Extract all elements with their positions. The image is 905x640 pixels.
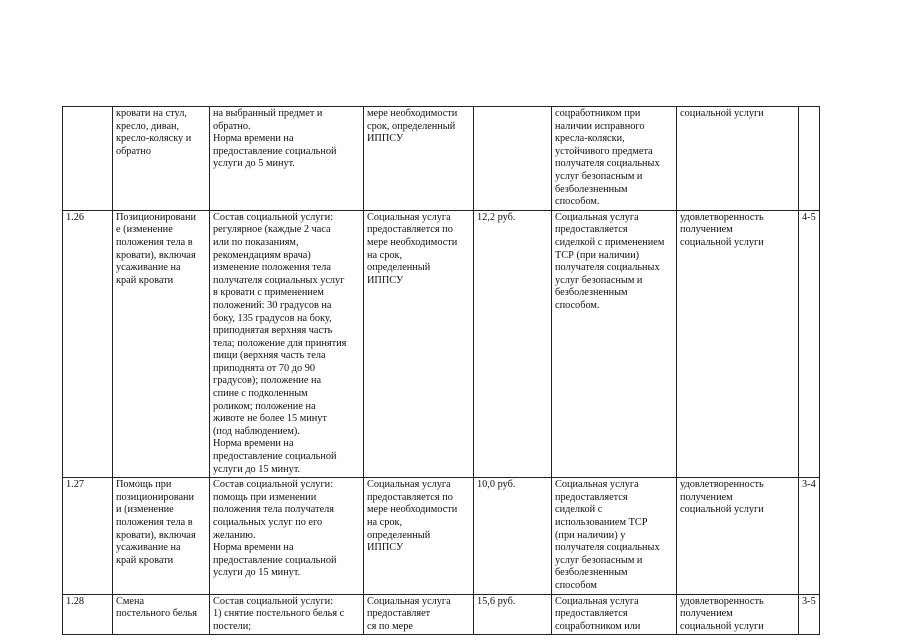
cell-result: удовлетворенность получением социальной услуги — [677, 210, 799, 477]
cell-price: 15,6 руб. — [474, 594, 552, 635]
cell-quality: Социальная услуга предоставляется соцработником или — [552, 594, 677, 635]
cell-service-name: Позиционировани е (изменение положения тела в кровати), включая усаживание на край кровати — [113, 210, 210, 477]
cell-price: 10,0 руб. — [474, 478, 552, 594]
cell-quality: соцработником при наличии исправного кресла-коляски, устойчивого предмета получателя социальных услуг безопасным и безболезненным способом. — [552, 107, 677, 211]
cell-service-content: Состав социальной услуги: 1) снятие постельного белья с постели; — [210, 594, 364, 635]
cell-service-name: Помощь при позиционировани и (изменение положения тела в кровати), включая усаживание на край кровати — [113, 478, 210, 594]
table-row — [63, 107, 820, 211]
cell-number: 1.28 — [63, 594, 113, 635]
cell-quality: Социальная услуга предоставляется сиделкой с применением ТСР (при наличии) получателя социальных услуг безопасным и безболезненным способом. — [552, 210, 677, 477]
cell-term: мере необходимости срок, определенный ИППСУ — [364, 107, 474, 211]
cell-term: Социальная услуга предоставляет ся по мере — [364, 594, 474, 635]
cell-number: 1.26 — [63, 210, 113, 477]
cell-number — [63, 107, 113, 211]
cell-result: удовлетворенность получением социальной услуги — [677, 478, 799, 594]
cell-service-name: кровати на стул, кресло, диван, кресло-коляску и обратно — [113, 107, 210, 211]
cell-service-content: Состав социальной услуги: помощь при изменении положения тела получателя социальных услуг по его желанию. Норма времени на предоставление социальной услуги до 15 минут. — [210, 478, 364, 594]
cell-price — [474, 107, 552, 211]
cell-number: 1.27 — [63, 478, 113, 594]
cell-score — [799, 107, 820, 211]
services-table — [62, 106, 820, 635]
cell-service-name: Смена постельного белья — [113, 594, 210, 635]
table-row — [63, 594, 820, 635]
cell-score: 3-5 — [799, 594, 820, 635]
cell-result: социальной услуги — [677, 107, 799, 211]
cell-score: 3-4 — [799, 478, 820, 594]
cell-quality: Социальная услуга предоставляется сиделкой с использованием ТСР (при наличии) у получателя социальных услуг безопасным и безболезненным способом — [552, 478, 677, 594]
cell-score: 4-5 — [799, 210, 820, 477]
cell-result: удовлетворенность получением социальной услуги — [677, 594, 799, 635]
cell-service-content: на выбранный предмет и обратно. Норма времени на предоставление социальной услуги до 5 минут. — [210, 107, 364, 211]
cell-term: Социальная услуга предоставляется по мере необходимости на срок, определенный ИППСУ — [364, 210, 474, 477]
cell-term: Социальная услуга предоставляется по мере необходимости на срок, определенный ИППСУ — [364, 478, 474, 594]
cell-price: 12,2 руб. — [474, 210, 552, 477]
cell-service-content: Состав социальной услуги: регулярное (каждые 2 часа или по показаниям, рекомендациям врача) изменение положения тела получателя социальных услуг в кровати с применением положений: 30 градусов на боку, 135 градусов на боку, приподнятая верхняя часть тела; положение для принятия пищи (верхняя часть тела приподнята от 70 до 90 градусов); положение на спине с подколенным роликом; положение на животе не более 15 минут (под наблюдением). Норма времени на предоставление социальной услуги до 15 минут. — [210, 210, 364, 477]
table-row — [63, 478, 820, 594]
table-row — [63, 210, 820, 477]
